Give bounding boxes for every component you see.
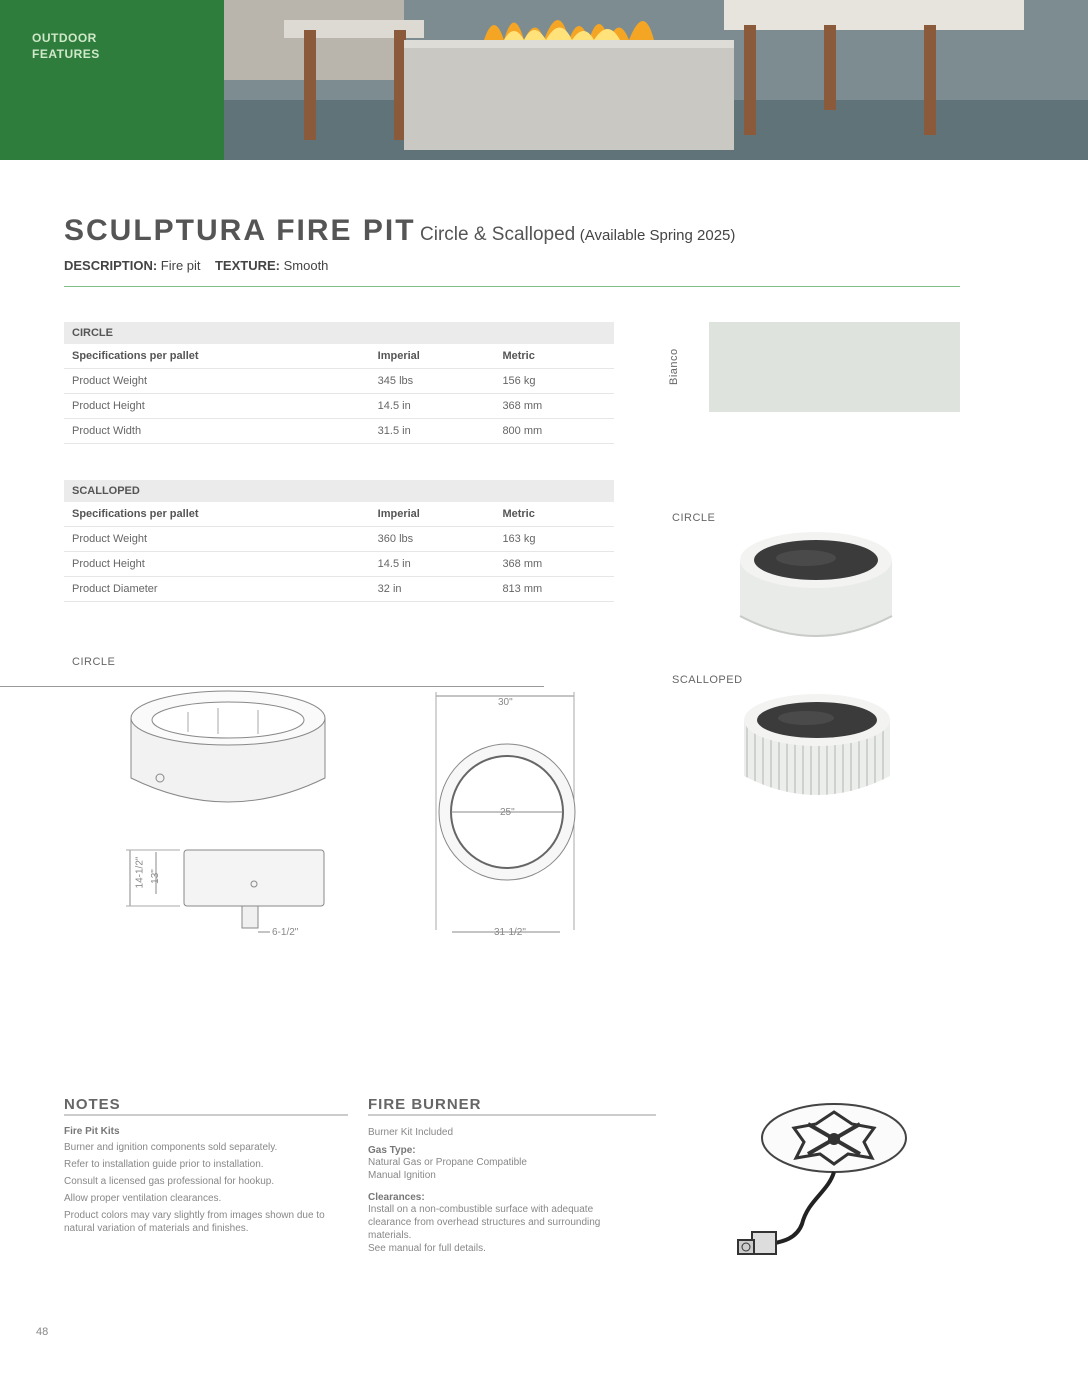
texture-value: Smooth: [283, 258, 329, 273]
section-tag-line1: OUTDOOR: [32, 31, 97, 45]
variant-label-scalloped: SCALLOPED: [672, 674, 743, 686]
notes-line: Refer to installation guide prior to installation.: [64, 1159, 264, 1170]
table-row: [64, 552, 614, 577]
fire-pit-lifestyle-photo: [224, 0, 1088, 160]
description-value: Fire pit: [160, 258, 201, 273]
table-header-cell: Metric: [494, 344, 614, 369]
table-cell: 14.5 in: [370, 394, 495, 419]
dim-outer: 31-1/2": [494, 927, 526, 938]
product-title: SCULPTURA FIRE PIT: [64, 214, 416, 247]
drawing-label: CIRCLE: [72, 656, 116, 668]
table-header-cell: Metric: [494, 502, 614, 527]
drawing-divider: [0, 686, 544, 687]
table-cell: 14.5 in: [370, 552, 495, 577]
description-label: DESCRIPTION:: [64, 258, 158, 273]
section-tag-panel: [0, 0, 224, 160]
table-cell: 156 kg: [494, 369, 614, 394]
dim-pipe: 6-1/2": [272, 927, 299, 938]
table-header-cell: Specifications per pallet: [64, 344, 370, 369]
title-divider: [64, 286, 960, 287]
table-row: [64, 419, 614, 444]
table-header-cell: Imperial: [370, 344, 495, 369]
burner-value-a: Natural Gas or Propane Compatible: [368, 1157, 527, 1168]
variant-label-circle: CIRCLE: [672, 512, 716, 524]
burner-line1: Burner Kit Included: [368, 1127, 454, 1138]
dim-top-width: 30": [498, 697, 513, 708]
fire-burner-body: [368, 1126, 638, 1255]
product-title-block: [64, 214, 944, 248]
table-header-cell: Specifications per pallet: [64, 502, 370, 527]
section-tag-line2: FEATURES: [32, 47, 100, 61]
notes-line: Burner and ignition components sold separately.: [64, 1142, 278, 1153]
burner-label-a: Gas Type:: [368, 1145, 416, 1156]
circle-fire-pit-photo: [736, 528, 896, 648]
page-number: 48: [36, 1326, 49, 1338]
table-cell: 345 lbs: [370, 369, 495, 394]
table-cell: 368 mm: [494, 394, 614, 419]
table-cell: Product Height: [64, 552, 370, 577]
table-header-cell: Imperial: [370, 502, 495, 527]
dim-height-inner: 13": [149, 869, 161, 884]
circle-spec-table: [64, 322, 614, 444]
burner-label-c: Clearances:: [368, 1192, 425, 1203]
table-cell: 368 mm: [494, 552, 614, 577]
circle-table-heading: CIRCLE: [64, 322, 614, 344]
notes-line: Product colors may vary slightly from images shown due to natural variation of materials and finishes.: [64, 1210, 325, 1234]
notes-body: [64, 1126, 346, 1235]
burner-kit-illustration: [724, 1100, 914, 1280]
burner-value-b: Manual Ignition: [368, 1170, 436, 1181]
table-cell: Product Diameter: [64, 577, 370, 602]
table-cell: Product Width: [64, 419, 370, 444]
scalloped-spec-table: [64, 480, 614, 602]
side-view-drawing: [120, 844, 340, 942]
dim-inner: 25": [500, 807, 515, 818]
table-cell: 31.5 in: [370, 419, 495, 444]
scalloped-fire-pit-photo: [740, 690, 894, 806]
fire-burner-title: FIRE BURNER: [368, 1096, 482, 1113]
burner-text-d: See manual for full details.: [368, 1243, 486, 1254]
table-cell: Product Height: [64, 394, 370, 419]
color-swatch: [709, 322, 960, 412]
notes-line: Consult a licensed gas professional for hookup.: [64, 1176, 275, 1187]
table-cell: Product Weight: [64, 369, 370, 394]
table-cell: 360 lbs: [370, 527, 495, 552]
table-cell: 800 mm: [494, 419, 614, 444]
notes-rule: [64, 1114, 348, 1116]
notes-title: NOTES: [64, 1096, 121, 1113]
table-cell: 32 in: [370, 577, 495, 602]
notes-line: Allow proper ventilation clearances.: [64, 1193, 222, 1204]
availability-note: (Available Spring 2025): [579, 227, 736, 244]
table-cell: Product Weight: [64, 527, 370, 552]
table-row: [64, 394, 614, 419]
isometric-view-drawing: [128, 688, 328, 818]
swatch-label: Bianco: [668, 348, 680, 386]
notes-heading: Fire Pit Kits: [64, 1126, 120, 1137]
texture-label: TEXTURE:: [214, 258, 280, 273]
product-description: [64, 258, 328, 273]
hero-banner: [0, 0, 1088, 160]
table-row: [64, 577, 614, 602]
table-cell: 813 mm: [494, 577, 614, 602]
dim-height-total: 14-1/2": [134, 856, 146, 889]
product-subtitle: Circle & Scalloped: [420, 224, 576, 245]
table-row: [64, 369, 614, 394]
burner-text-c: Install on a non-combustible surface with adequate clearance from overhead structures and surrounding materials.: [368, 1204, 601, 1241]
table-row: [64, 527, 614, 552]
scalloped-table-heading: SCALLOPED: [64, 480, 614, 502]
table-cell: 163 kg: [494, 527, 614, 552]
fire-burner-rule: [368, 1114, 656, 1116]
